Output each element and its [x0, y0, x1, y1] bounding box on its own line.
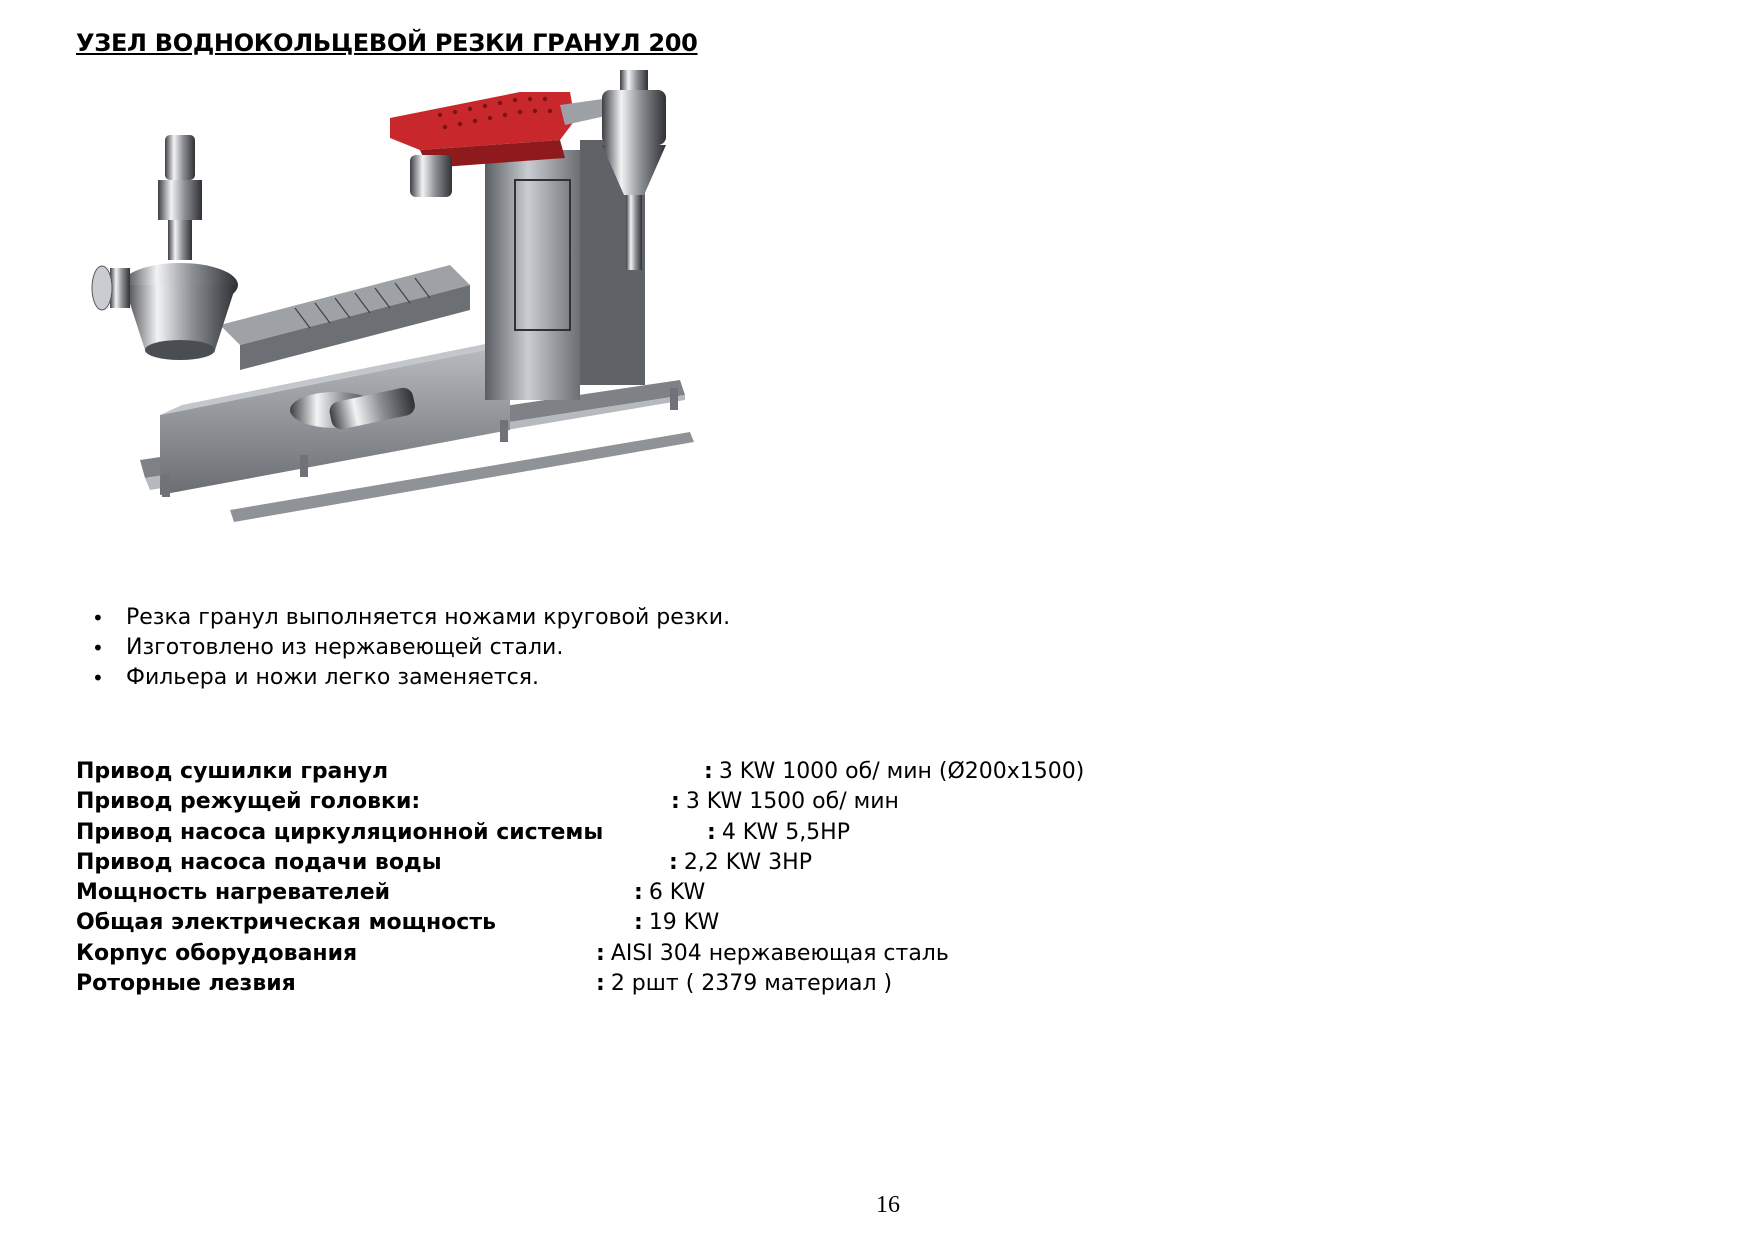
- spec-value: 19 KW: [648, 910, 720, 936]
- pelletizer-machine-illustration: [90, 70, 790, 560]
- page-number: 16: [876, 1192, 900, 1218]
- spec-label: Мощность нагревателей: [76, 880, 391, 906]
- spec-label: Привод режущей головки:: [76, 789, 421, 815]
- feature-text: Изготовлено из нержавеющей стали.: [126, 635, 564, 660]
- feature-text: Резка гранул выполняется ножами круговой резки.: [126, 605, 731, 630]
- page-title: УЗЕЛ ВОДНОКОЛЬЦЕВОЙ РЕЗКИ ГРАНУЛ 200: [76, 29, 698, 57]
- spec-label: Роторные лезвия: [76, 971, 296, 997]
- spec-value: 2,2 KW 3HP: [683, 849, 812, 875]
- spec-value: 6 KW: [648, 880, 706, 906]
- spec-row: Привод насоса циркуляционной системы : 4 KW 5,5HP: [76, 818, 1176, 848]
- dryer-motor: [410, 155, 452, 197]
- centrifugal-dryer: [485, 150, 580, 400]
- spec-row: Привод насоса подачи воды : 2,2 KW 3HP: [76, 848, 1176, 878]
- spec-value: 3 KW 1000 об/ мин (Ø200x1500): [718, 759, 1085, 784]
- spec-value: 2 ршт ( 2379 материал ): [610, 971, 893, 997]
- spec-label: Корпус оборудования: [76, 940, 358, 966]
- spec-table: [76, 757, 1176, 999]
- cyclone: [602, 90, 666, 145]
- spec-row: Мощность нагревателей : 6 KW: [76, 878, 1176, 908]
- spec-row: Привод режущей головки: : 3 KW 1500 об/ мин: [76, 787, 1176, 817]
- list-item: • Резка гранул выполняется ножами круговой резки.: [92, 605, 731, 630]
- list-item: • Фильера и ножи легко заменяется.: [92, 665, 539, 690]
- spec-value: AISI 304 нержавеющая сталь: [610, 940, 949, 966]
- spec-row: Привод сушилки гранул : 3 KW 1000 об/ мин (Ø200x1500): [76, 757, 1176, 787]
- cutter-motor: [165, 135, 195, 180]
- spec-row: Корпус оборудования : AISI 304 нержавеющая сталь: [76, 939, 1176, 969]
- spec-value: 3 KW 1500 об/ мин: [685, 789, 899, 815]
- feature-text: Фильера и ножи легко заменяется.: [126, 665, 539, 690]
- spec-label: Привод насоса циркуляционной системы: [76, 819, 604, 845]
- spec-label: Привод сушилки гранул: [76, 759, 389, 784]
- spec-label: Общая электрическая мощность: [76, 910, 496, 936]
- list-item: • Изготовлено из нержавеющей стали.: [92, 635, 564, 660]
- feature-list: [76, 603, 730, 693]
- spec-value: 4 KW 5,5HP: [721, 819, 850, 845]
- spec-row: Роторные лезвия : 2 ршт ( 2379 материал ): [76, 969, 1176, 999]
- spec-row: Общая электрическая мощность : 19 KW: [76, 908, 1176, 938]
- die-flange: [110, 268, 130, 308]
- spec-label: Привод насоса подачи воды: [76, 849, 442, 875]
